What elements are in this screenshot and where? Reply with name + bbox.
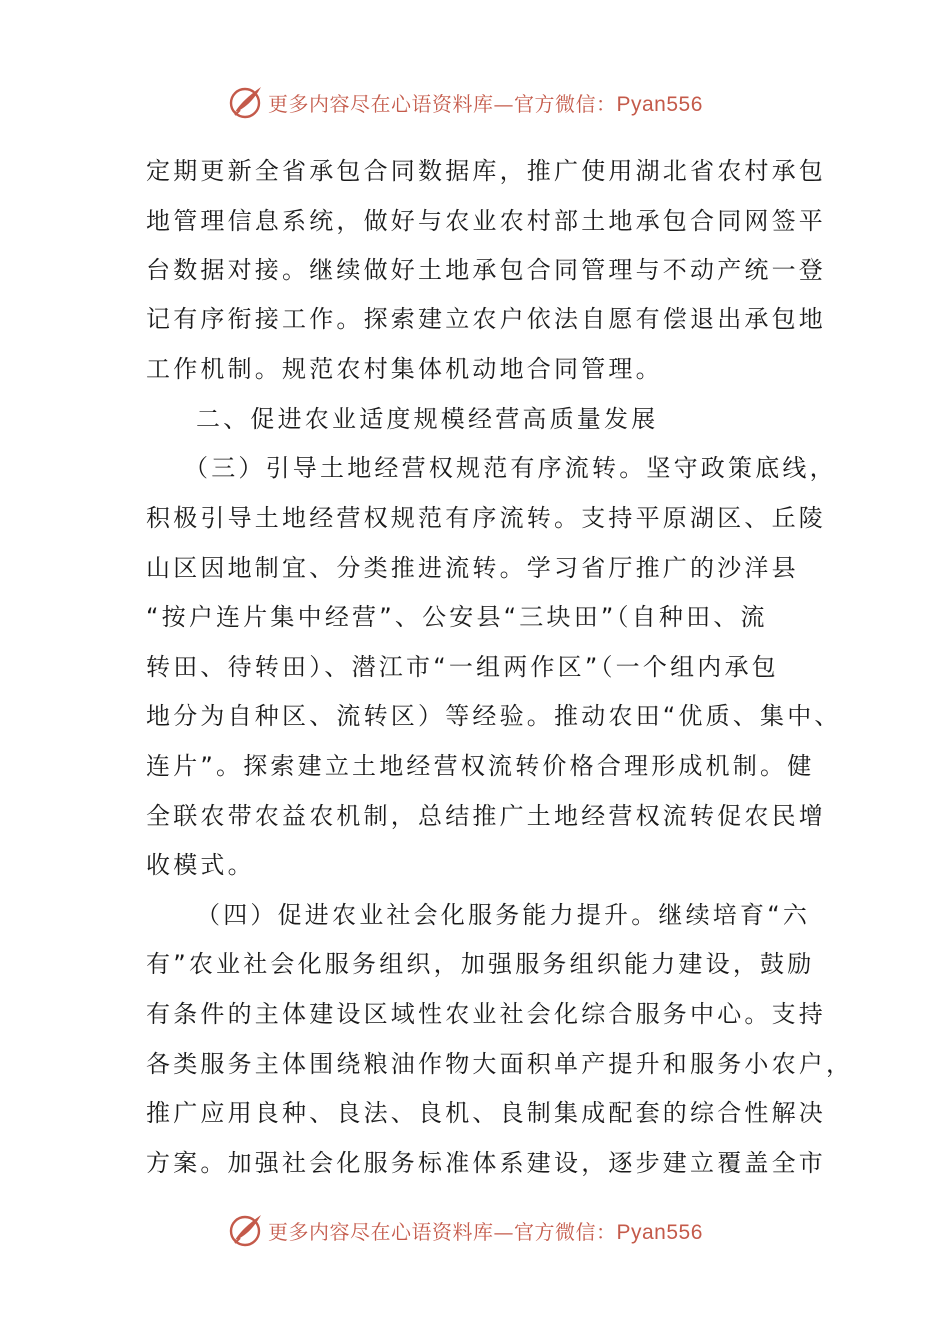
body-line: 地分为自种区、流转区）等经验。推动农田“优质、集中、 xyxy=(146,702,842,730)
body-line: 工作机制。规范农村集体机动地合同管理。 xyxy=(146,355,663,383)
banner-wechat-label: 官方微信： xyxy=(514,1219,617,1244)
body-line: 定期更新全省承包合同数据库，推广使用湖北省农村承包 xyxy=(146,157,826,185)
banner-site-text: 更多内容尽在心语资料库 xyxy=(268,1219,494,1244)
body-line: 台数据对接。继续做好土地承包合同管理与不动产统一登 xyxy=(146,256,826,284)
body-line: 各类服务主体围绕粮油作物大面积单产提升和服务小农户， xyxy=(146,1050,854,1078)
banner-separator: — xyxy=(493,1219,514,1244)
body-line: 有”农业社会化服务组织，加强服务组织能力建设，鼓励 xyxy=(146,950,815,978)
banner-wechat-id: Pyan556 xyxy=(616,1220,703,1244)
body-line: 收模式。 xyxy=(146,851,255,879)
quill-logo-icon xyxy=(226,1210,266,1250)
body-line: 地管理信息系统，做好与农业农村部土地承包合同网签平 xyxy=(146,207,826,235)
body-line: 积极引导土地经营权规范有序流转。支持平原湖区、丘陵 xyxy=(146,504,826,532)
banner-text xyxy=(268,88,703,117)
body-line: 山区因地制宜、分类推进流转。学习省厅推广的沙洋县 xyxy=(146,554,799,582)
body-line: 连片”。探索建立土地经营权流转价格合理形成机制。健 xyxy=(146,752,815,780)
footer-banner xyxy=(226,1208,786,1252)
body-line: 记有序衔接工作。探索建立农户依法自愿有偿退出承包地 xyxy=(146,305,826,333)
body-line: 转田、待转田）、潜江市“一组两作区”（一个组内承包 xyxy=(146,653,779,681)
body-line: “按户连片集中经营”、公安县“三块田”（自种田、流 xyxy=(146,603,768,631)
banner-site-text: 更多内容尽在心语资料库 xyxy=(268,91,494,116)
section-heading: 二、促进农业适度规模经营高质量发展 xyxy=(196,405,659,433)
banner-wechat-label: 官方微信： xyxy=(514,91,617,116)
header-banner xyxy=(226,80,786,124)
banner-separator: — xyxy=(493,91,514,116)
banner-text xyxy=(268,1216,703,1245)
body-line: （三）引导土地经营权规范有序流转。坚守政策底线， xyxy=(184,454,837,482)
body-line: 全联农带农益农机制，总结推广土地经营权流转促农民增 xyxy=(146,802,826,830)
body-line: 推广应用良种、良法、良机、良制集成配套的综合性解决 xyxy=(146,1099,826,1127)
body-line: 方案。加强社会化服务标准体系建设，逐步建立覆盖全市 xyxy=(146,1149,826,1177)
body-line: （四）促进农业社会化服务能力提升。继续培育“六 xyxy=(196,901,811,929)
quill-logo-icon xyxy=(226,82,266,122)
body-line: 有条件的主体建设区域性农业社会化综合服务中心。支持 xyxy=(146,1000,826,1028)
banner-wechat-id: Pyan556 xyxy=(616,92,703,116)
